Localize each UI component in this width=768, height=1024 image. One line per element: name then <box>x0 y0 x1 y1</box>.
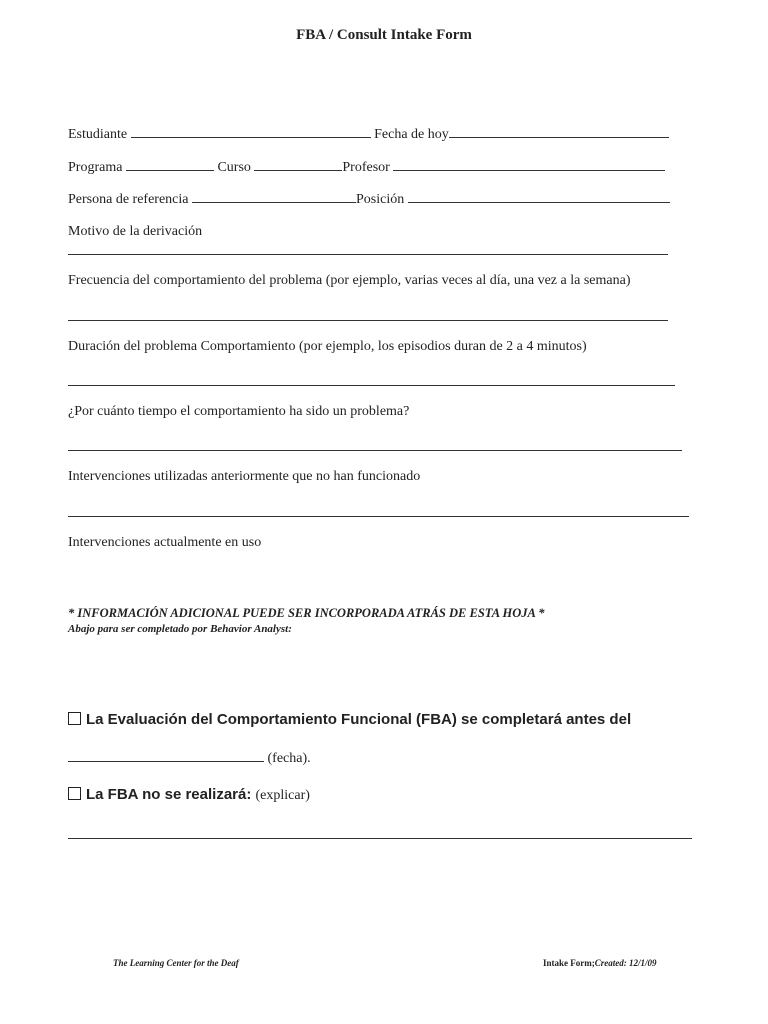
motivo-label: Motivo de la derivación <box>68 224 203 239</box>
fba-not-checkbox[interactable] <box>68 787 81 800</box>
frecuencia-label: Frecuencia del comportamiento del problema (por ejemplo, varias veces al día, una vez a la semana) <box>68 273 631 288</box>
analyst-note: Abajo para ser completado por Behavior Analyst: <box>68 623 292 635</box>
intervenciones-actuales-label: Intervenciones actualmente en uso <box>68 535 262 550</box>
persona-referencia-field[interactable] <box>192 190 356 203</box>
footer-form-label: Intake Form; <box>543 958 595 968</box>
curso-label: Curso <box>217 160 251 175</box>
persona-referencia-label: Persona de referencia <box>68 192 189 207</box>
programa-field[interactable] <box>126 158 214 171</box>
additional-info-note: * INFORMACIÓN ADICIONAL PUEDE SER INCORPORADA ATRÁS DE ESTA HOJA * <box>68 606 545 620</box>
estudiante-field[interactable] <box>131 125 371 138</box>
footer-form-info <box>543 958 657 968</box>
tiempo-field[interactable] <box>68 450 682 451</box>
row-reference <box>68 190 670 209</box>
motivo-field[interactable] <box>68 254 668 255</box>
frecuencia-field[interactable] <box>68 320 668 321</box>
programa-label: Programa <box>68 160 123 175</box>
fba-date-field[interactable] <box>68 749 264 762</box>
row-student-date <box>68 125 669 144</box>
profesor-field[interactable] <box>393 158 665 171</box>
fba-not-label: La FBA no se realizará: <box>86 786 252 803</box>
form-title: FBA / Consult Intake Form <box>296 27 472 43</box>
duracion-label: Duración del problema Comportamiento (por ejemplo, los episodios duran de 2 a 4 minutos) <box>68 339 587 354</box>
fba-not-option <box>68 786 310 804</box>
intervenciones-anteriores-field[interactable] <box>68 516 689 517</box>
footer-organization: The Learning Center for the Deaf <box>113 958 239 968</box>
explicar-field[interactable] <box>68 838 692 839</box>
estudiante-label: Estudiante <box>68 127 128 142</box>
fba-complete-label: La Evaluación del Comportamiento Funcional (FBA) se completará antes del <box>86 711 632 728</box>
duracion-field[interactable] <box>68 385 675 386</box>
curso-field[interactable] <box>254 158 342 171</box>
row-program-course <box>68 158 665 177</box>
footer-created: Created: 12/1/09 <box>594 958 657 968</box>
intervenciones-anteriores-label: Intervenciones utilizadas anteriormente que no han funcionado <box>68 469 421 484</box>
fecha-row <box>68 749 311 768</box>
posicion-field[interactable] <box>408 190 670 203</box>
explicar-label: (explicar) <box>255 788 310 803</box>
posicion-label: Posición <box>355 192 405 207</box>
fba-complete-checkbox[interactable] <box>68 712 81 725</box>
fecha-label: (fecha). <box>267 751 311 766</box>
fba-complete-option <box>68 711 631 728</box>
fecha-hoy-label: Fecha de hoy <box>374 127 449 142</box>
fecha-hoy-field[interactable] <box>449 125 669 138</box>
tiempo-label: ¿Por cuánto tiempo el comportamiento ha sido un problema? <box>68 404 410 419</box>
profesor-label: Profesor <box>342 160 390 175</box>
